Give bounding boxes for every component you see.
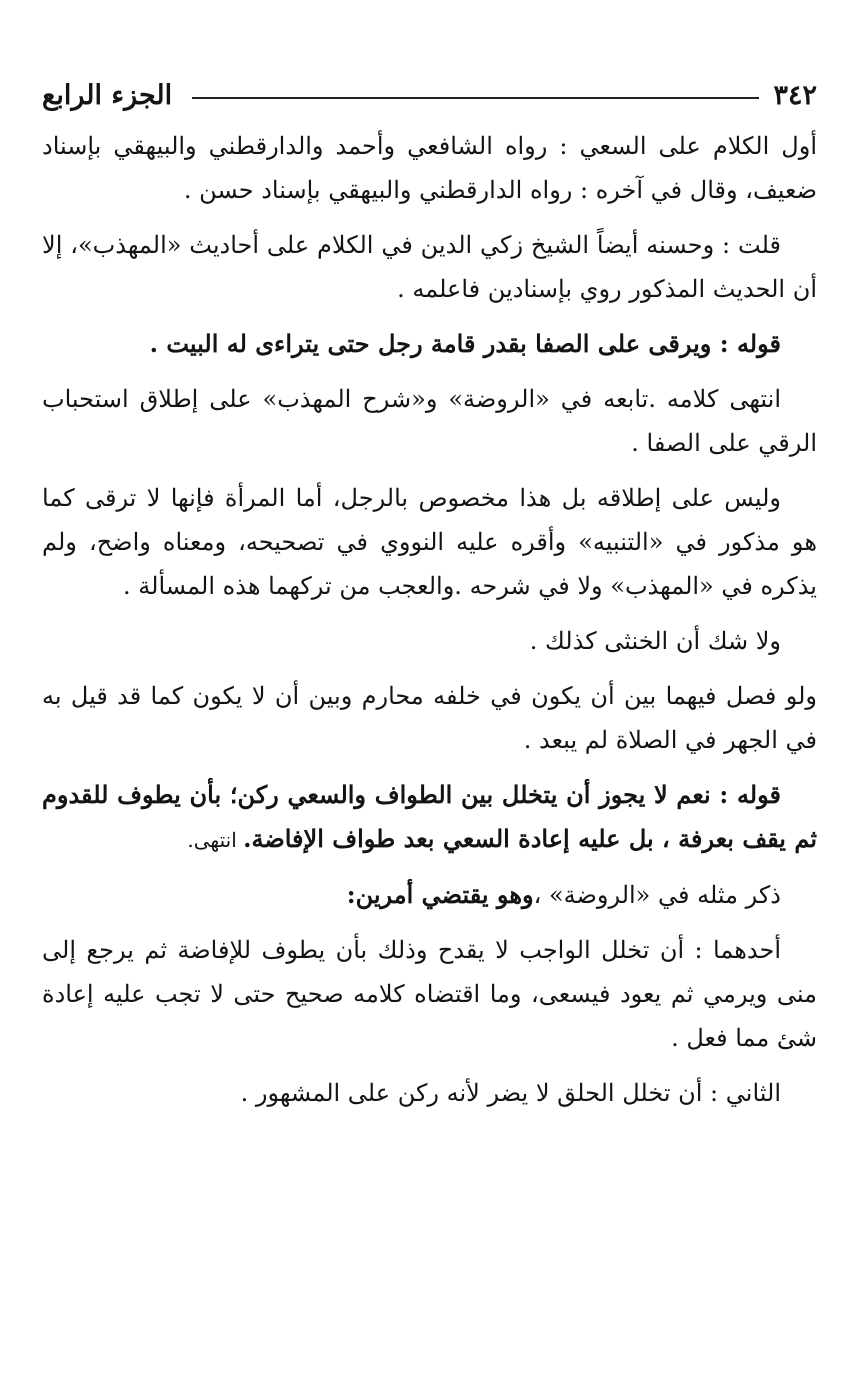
paragraph: ولا شك أن الخنثى كذلك . — [529, 627, 781, 655]
running-title: الجزء الرابع — [42, 79, 173, 111]
quoted-statement: قوله : ويرقى على الصفا بقدر قامة رجل حتى يتراءى له البيت . — [149, 329, 781, 358]
quoted-statement-text: قوله : نعم لا يجوز أن يتخلل بين الطواف والسعي ركن؛ بأن يطوف للقدوم ثم يقف بعرفة ، بل عليه إعادة السعي بعد طواف الإفاضة. — [42, 780, 817, 853]
quoted-statement — [42, 773, 817, 862]
paragraph: أحدهما : أن تخلل الواجب لا يقدح وذلك بأن يطوف للإفاضة ثم يرجع إلى منى ويرمي ثم يعود فيسعى، وما اقتضاه كلامه صحيح حتى لا تجب عليه إعادة شئ مما فعل . — [42, 936, 817, 1052]
paragraph: الثاني : أن تخلل الحلق لا يضر لأنه ركن على المشهور . — [240, 1079, 781, 1107]
paragraph: أول الكلام على السعي : رواه الشافعي وأحمد والدارقطني والبيهقي بإسناد ضعيف، وقال في آخره : رواه الدارقطني والبيهقي بإسناد حسن . — [42, 132, 817, 204]
page-header — [42, 72, 817, 118]
paragraph — [42, 873, 817, 917]
paragraph-emphasis: وهو يقتضي أمرين: — [346, 880, 534, 909]
page-number: ٣٤٢ — [773, 79, 817, 111]
paragraph: قلت : وحسنه أيضاً الشيخ زكي الدين في الكلام على أحاديث «المهذب»، إلا أن الحديث المذكور روي بإسنادين فاعلمه . — [42, 231, 817, 303]
paragraph-text: ذكر مثله في «الروضة» ، — [533, 881, 781, 909]
book-page — [42, 72, 817, 1126]
paragraph: انتهى كلامه .تابعه في «الروضة» و«شرح المهذب» على إطلاق استحباب الرقي على الصفا . — [42, 385, 817, 457]
header-rule — [192, 97, 759, 99]
paragraph: ولو فصل فيهما بين أن يكون في خلفه محارم وبين أن لا يكون كما قد قيل به في الجهر في الصلاة لم يبعد . — [42, 682, 817, 754]
quoted-statement-end: انتهى. — [187, 828, 244, 852]
paragraph: وليس على إطلاقه بل هذا مخصوص بالرجل، أما المرأة فإنها لا ترقى كما هو مذكور في «التنبيه» وأقره عليه النووي في تصحيحه، ومعناه واضح، ولم يذكره في «المهذب» ولا في شرحه .والعجب من تركهما هذه المسألة . — [42, 484, 817, 600]
